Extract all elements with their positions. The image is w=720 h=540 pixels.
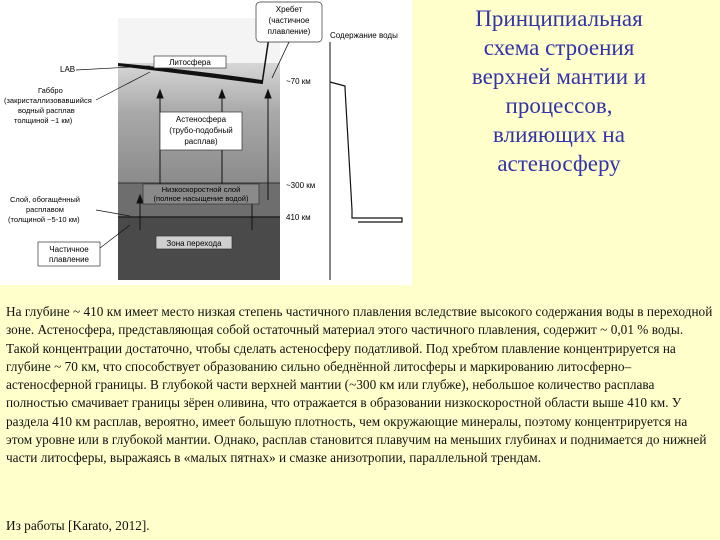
partial-melt-line-2: плавление <box>49 255 89 264</box>
lithosphere-box-label: Литосфера <box>169 58 211 67</box>
transition-box-label: Зона перехода <box>166 239 222 248</box>
melt-layer-label-line-1: Слой, обогащённый <box>10 195 80 204</box>
mantle-diagram-svg <box>0 0 412 285</box>
melt-layer-label-line-2: расплавом <box>26 205 64 214</box>
low-velocity-box-line-1: Низкоскоростной слой <box>161 185 241 194</box>
asthenosphere-box-line-2: (трубо-подобный <box>169 126 233 135</box>
ridge-label-line-1: Хребет <box>275 5 303 14</box>
slide-body-text: На глубине ~ 410 км имеет место низкая степень частичного плавления вследствие высокого содержания воды в переходной зоне. Астеносфера, представляющая собой остаточный материал этого частичного плавления, содержит ~ 0,01 % воды. Такой концентрации достаточно, чтобы сделать астеносферу податливой. Под хребтом плавление концентрируется на глубине ~ 70 км, что способствует образованию сильно обеднённой литосферы и маркированию литосферно–астеносферной границы. В глубокой части верхней мантии (~300 км или глубже), небольшое количество расплава полностью смачивает границы зёрен оливина, что отражается в образовании низкоскоростной области выше 410 км. У раздела 410 км расплав, вероятно, имеет большую плотность, чем окружающие минералы, поэтому концентрируется на этом уровне или в глубокой мантии. Однако, расплав становится плавучим на меньших глубинах и поднимается до нижней части литосферы, выражаясь в «малых пятнах» и смазке анизотропии, параллельной трендам. <box>6 304 713 466</box>
water-profile-line <box>330 82 402 222</box>
lab-label: LAB <box>60 65 76 74</box>
mantle-diagram <box>0 0 412 285</box>
depth-70-label: ~70 км <box>286 77 311 86</box>
partial-melt-line-1: Частичное <box>49 245 89 254</box>
asthenosphere-box-line-1: Астеносфера <box>175 115 227 124</box>
slide-title: Принципиальная схема строения верхней мантии и процессов, влияющих на астеносферу <box>471 6 647 176</box>
gabbro-label-line-1: Габбро <box>38 86 63 95</box>
gabbro-label-line-3: водный расплав <box>18 106 75 115</box>
melt-layer-label-line-3: (толщиной ~5-10 км) <box>8 215 80 224</box>
asthenosphere-box-line-3: расплав) <box>184 137 218 146</box>
water-content-label: Содержание воды <box>330 31 398 40</box>
depth-300-label: ~300 км <box>286 181 316 190</box>
source-citation: Из работы [Karato, 2012]. <box>6 518 150 533</box>
gabbro-label-line-2: (закристаллизовавшийся <box>4 96 92 105</box>
low-velocity-box-line-2: (полное насыщение водой) <box>153 194 249 203</box>
ridge-label-line-2: (частичное <box>268 16 310 25</box>
gabbro-label-line-4: толщиной ~1 км) <box>14 116 73 125</box>
ridge-label-line-3: плавление) <box>267 27 311 36</box>
depth-410-label: 410 км <box>286 213 311 222</box>
